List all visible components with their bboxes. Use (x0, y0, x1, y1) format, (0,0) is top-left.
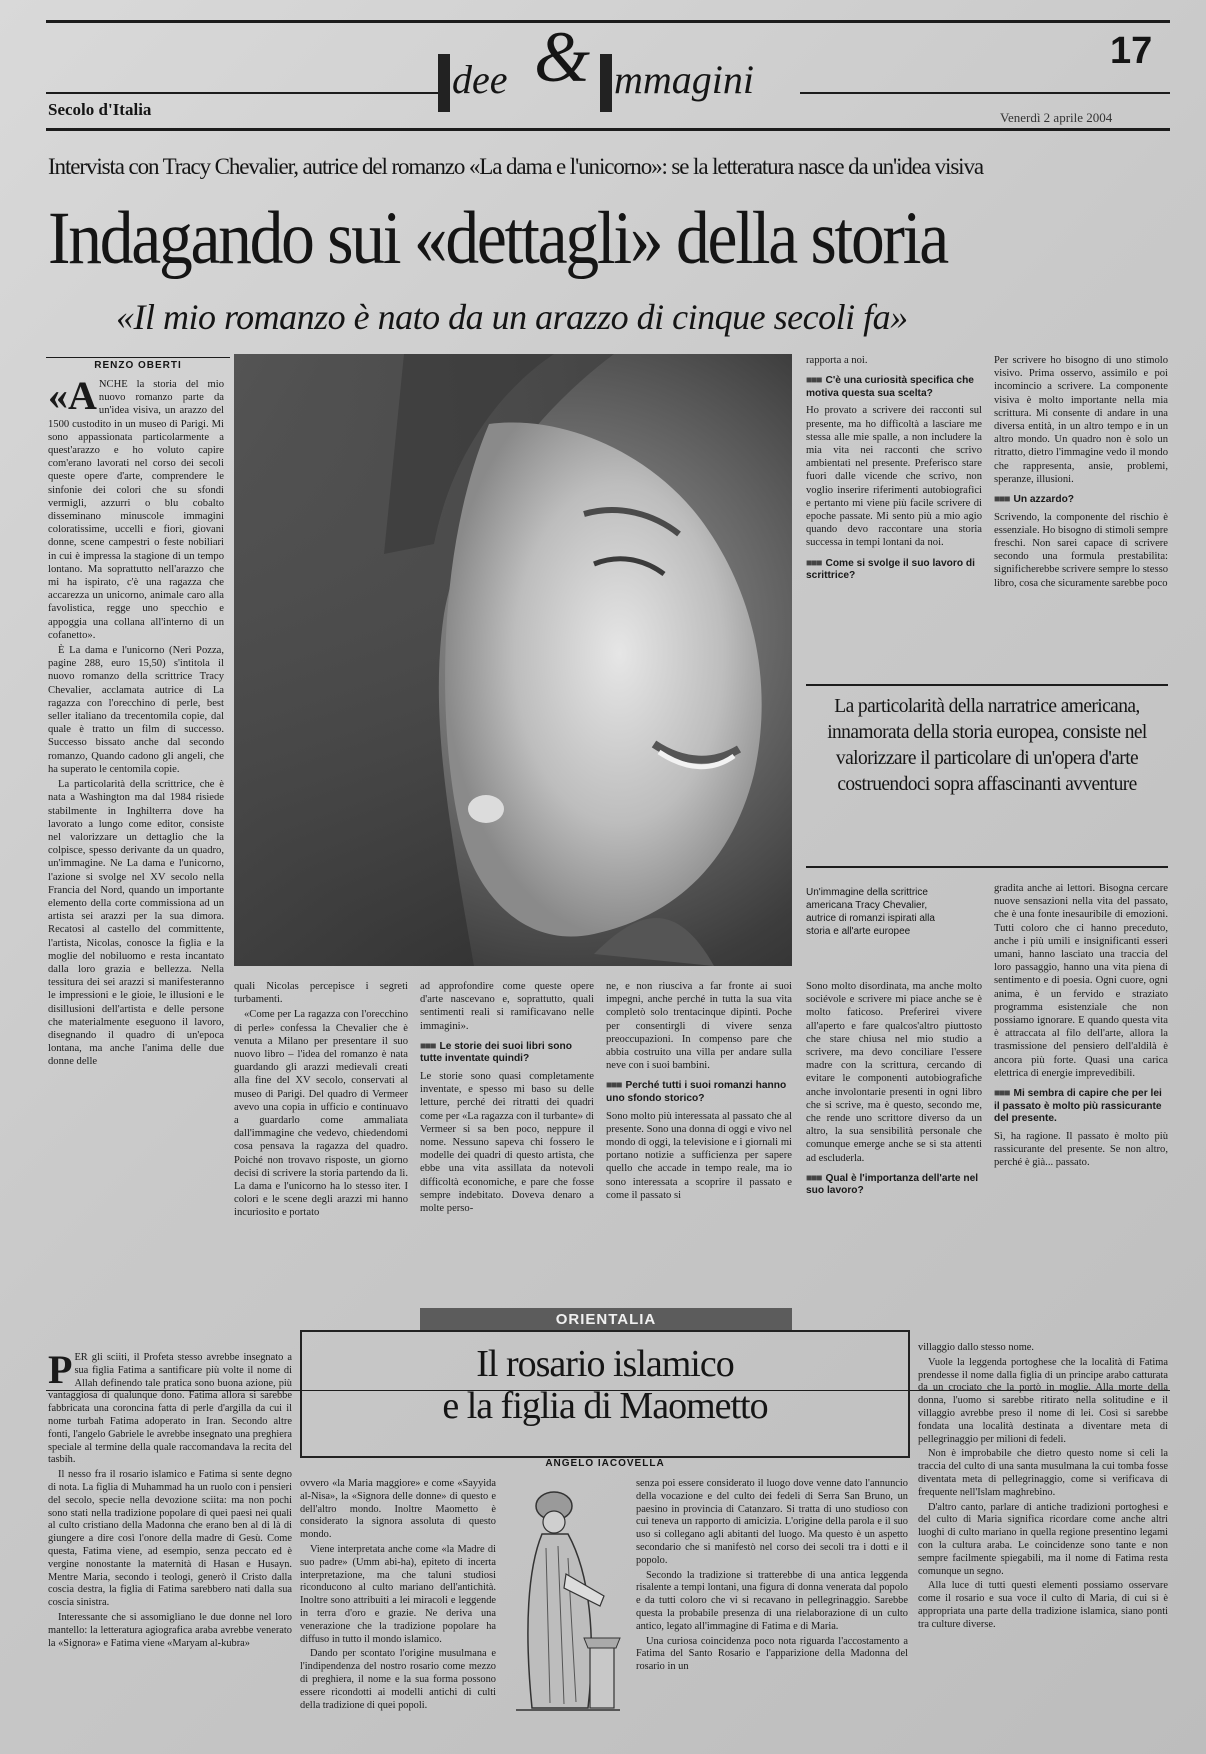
col7-question-1: ■■■ Mi sembra di capire che per lei il passato è molto più rassicurante del presente. (994, 1088, 1162, 1125)
header-bottom-rule (46, 128, 1170, 131)
header-rule-right (800, 92, 1170, 94)
col8-question-1: ■■■ Qual è l'importanza dell'arte nel suo lavoro? (806, 1172, 979, 1197)
article-author: RENZO OBERTI (94, 360, 182, 371)
col3-p1: ad approfondire come queste opere d'arte nascevano e, soprattutto, quali sentimenti reali si ramificavano nelle immagini». (420, 981, 594, 1032)
box-mid2-p2: Secondo la tradizione si tratterebbe di una antica leggenda risalente a tempi lontani, una figura di donna venerata dal popolo e da tutti coloro che vi si recavano in pellegrinaggio. Sarebbe questa la probabile presenza di una rielaborazione di un culto antico, legato all'immagine di Fatima e di Maria. (636, 1569, 908, 1632)
photo-caption: Un'immagine della scrittrice americana Tracy Chevalier, autrice di romanzi ispirati alla storia e all'arte europee (806, 887, 935, 937)
col6-question-1: ■■■ Un azzardo? (994, 494, 1075, 506)
section-word-mmagini: mmagini (614, 57, 754, 102)
article-col-2 (234, 980, 408, 1374)
box-col-mid-2 (636, 1478, 908, 1742)
pullquote-bottom-rule (806, 866, 1168, 868)
box-right-p3: Non è improbabile che dietro questo nome si celi la traccia del culto di una santa musulmana la cui tomba fosse diventata meta di pellegrinaggio, come si verificava di frequente nell'Islam maghrebino. (918, 1448, 1168, 1498)
box-left-p3: Interessante che si assomigliano le due donne nel loro mantello: la letteratura agiografica araba avrebbe venerato la «Signora» e Fatima viene «Maryam al-kubra» (48, 1611, 292, 1649)
square-bullets-icon: ■■■ (994, 1088, 1010, 1100)
col1-p1: NCHE la storia del mio nuovo romanzo parte da un'idea visiva, un arazzo del 1500 custodito in un museo di Parigi. Mi sono appassionata particolarmente a quest'arazzo e ho voluto capire com'erano lavorati nel corso dei secoli queste opere d'arte, comprendere le sinfonie dei colori che su sfondi vermigli, azzurri o blu cobalto disseminano minuscole immagini coloratissime, uccelli e fiori, giovani donne, scene campestri o feste nobiliari in cui è impressa la stagione di un tempo lontano. Ma soprattutto nell'arazzo che mi ha ispirato, c'è una ragazza che accarezza un unicorno, animale caro alla favolistica, regge uno specchio e appoggia una collana all'interno di un cofanetto». (48, 379, 224, 641)
section-letter-i2-bar (600, 54, 612, 112)
scholar-illustration-icon (506, 1478, 626, 1728)
pullquote: La particolarità della narratrice americana, innamorata della storia europea, consiste nel valorizzare il particolare di un'opera d'arte costruendoci sopra affascinanti avventure (827, 696, 1147, 795)
box-mid2-p3: Una curiosa coincidenza poco nota riguarda l'accostamento a Fatima del Santo Rosario e l'apparizione della Madonna del rosario in un (636, 1635, 908, 1673)
box-right-p4: D'altro canto, parlare di antiche tradizioni portoghesi e del culto di Maria significa ricordare come anche altri luoghi di culto mariano in quella regione presentino legami con la cultura araba. Le coincidenze sono tante e non sempre facilmente spiegabili, ma il nome di Fatima resta comunque un segno. (918, 1501, 1168, 1577)
box-col-right (918, 1342, 1168, 1742)
col1-p3: La particolarità della scrittrice, che è nata a Washington ma dal 1984 risiede stabilmente in Inghilterra dove ha lavorato a lungo come editor, consiste nel valorizzare un dettaglio che la colpisce, spesso derivante da un quadro, un'immagine. Ne La dama e l'unicorno, l'azione si svolge nel XV secolo nella Francia del Nord, quando un importante elemento della corte commissiona ad un artista sei arazzi per la sua dimora. Recatosi al castello del committente, l'artista, Nicolas, conosce la figlia e la moglie del nobiluomo e resta incantato dalla loro grazia e bellezza. Nella tessitura dei sei arazzi si manifesteranno le impressioni e le gioie, le illusioni e le disillusioni dell'artista e delle persone che materialmente eseguono il lavoro, disegnando il quadro di un'epoca lontana, ma anche l'anima delle due donne delle (48, 779, 224, 1068)
col4-p1: ne, e non riusciva a far fronte ai suoi impegni, anche perché in tutta la sua vita completò solo trentacinque dipinti. Poche per consentirgli di vivere senza preoccupazioni. In compenso pare che abbia costruito una villa per andare sulla neve con i suoi bambini. (606, 981, 792, 1072)
box-col-mid-1 (300, 1478, 496, 1742)
portrait-svg (234, 354, 792, 966)
square-bullets-icon: ■■■ (994, 494, 1010, 506)
newspaper-name: Secolo d'Italia (48, 100, 152, 119)
square-bullets-icon: ■■■ (806, 1172, 822, 1184)
box-mid1-p2: Viene interpretata anche come «la Madre di suo padre» (Umm abi-ha), epiteto di incerta interpretazione, ma che taluni studiosi riconducono al culto mariano dell'antichità. Inoltre sono attribuiti a lei miracoli e leggende in terra d'oro e grazie. Ne deriva una venerazione che la tradizione popolare ha diffuso in tutto il mondo islamico. (300, 1543, 496, 1645)
article-col-5 (806, 354, 982, 674)
col4-question-1: ■■■ Perché tutti i suoi romanzi hanno uno sfondo storico? (606, 1080, 787, 1105)
article-subheadline: «Il mio romanzo è nato da un arazzo di cinque secoli fa» (116, 297, 908, 337)
box-mid2-p1: senza poi essere considerato il luogo dove venne dato l'annuncio della vocazione e del culto dei fedeli di Serra San Bruno, un paesino in provincia di Catanzaro. Si tratta di uno studioso con cui teneva un rapporto di amicizia. L'origine della parola e il suo uso si collegano agli abitanti del luogo. Ma questo è un aspetto secondario che si manifestò nel corso dei secoli tra i dotti e il popolo. (636, 1478, 908, 1566)
box-right-p2: Vuole la leggenda portoghese che la località di Fatima prendesse il nome dalla figlia di un principe arabo catturata da un crociato che la portò in moglie. Alla morte della donna, l'uomo si sarebbe ritirato nella solitudine e il villaggio avrebbe preso il nome di lei. Così si sarebbe fondata una località destinata a diventare meta di pellegrinaggio per milioni di fedeli. (918, 1356, 1168, 1445)
article-col-7 (994, 882, 1168, 1374)
col2-p2: «Come per La ragazza con l'orecchino di perle» confessa la Chevalier che è venuta a Milano per presentare il suo nuovo libro – l'idea del romanzo è nata guardando gli arazzi medievali creati alla fine del XV secolo, conservati al museo di Parigi. Del quadro di Vermeer avevo una copia in ufficio e continuavo a guardarlo come ammaliata dall'immagine che vedevo, chiedendomi cosa pensava la ragazza del quadro. Poiché non trovavo risposte, un giorno decisi di scrivere la storia partendo da lì. La dama e l'unicorno ha lo stesso iter. I colori e le scene degli arazzi mi hanno incuriosito e portato (234, 1009, 408, 1219)
box-mid1-p3: Dando per scontato l'origine musulmana e l'indipendenza del nostro rosario come mezzo di preghiera, il nome e la sua forma possono essere ricondotti ai modelli antichi di culti della tradizione di quei popoli. (300, 1648, 496, 1711)
box-right-p1: villaggio dallo stesso nome. (918, 1342, 1035, 1353)
square-bullets-icon: ■■■ (806, 375, 822, 387)
author-photo (234, 354, 792, 966)
top-rule (46, 20, 1170, 23)
col4-p2: Sono molto più interessata al passato che al presente. Sono una donna di oggi e vivo nel mondo di oggi, la televisione e i giornali mi portano notizie a sufficienza per sapere quello che accade in tempo reale, ma io sono interessata a scoprire il passato e come il passato si (606, 1110, 792, 1201)
col6-p1: Per scrivere ho bisogno di uno stimolo visivo. Prima osservo, assimilo e poi incomincio a scrivere. La componente visiva è molto importante nella mia scrittura. Mi consente di andare in una diversa entità, in un altro tempo e in un altro mondo. Un quadro non è solo un ritratto, dietro l'immagine vedo il mondo che rappresenta, ansie, problemi, speranze, illusioni. (994, 355, 1168, 485)
section-ampersand: & (534, 17, 591, 97)
box-title-line-2: e la figlia di Maometto (442, 1385, 768, 1427)
col8-p1: Sono molto disordinata, ma anche molto sociévole e scrivere mi piace anche se è molto faticoso. Preferirei vivere all'aperto e fare qualcos'altro piuttosto che stare chiusa nel mio studio a scrivere, ma devo conciliare l'essere madre con la scrittura, cercando di evitare le componenti autobiografiche anche involontarie presenti in ogni libro che si scrive, ma è questo, secondo me, che rende uno scrittore diverso da un altro, la sua sensibilità personale che comunque emerge anche se si sta attenti ad escluderla. (806, 981, 982, 1164)
box-title-line-1: Il rosario islamico (476, 1343, 734, 1385)
pullquote-top-rule (806, 684, 1168, 686)
col6-p2: Scrivendo, la componente del rischio è essenziale. Ho bisogno di stimoli sempre freschi. Non sarei capace di scrivere secondo una formula prestabilita: significherebbe scrivere sempre lo stesso libro, cosa che sicuramente sarebbe poco (994, 511, 1168, 589)
article-kicker: Intervista con Tracy Chevalier, autrice del romanzo «La dama e l'unicorno»: se la letteratura nasce da un'idea visiva (48, 154, 983, 179)
box-right-p5: Alla luce di tutti questi elementi possiamo osservare come il rosario e sua voce il culto di Maria, di cui si è appropriata una parte della tradizione islamica, siano ponti tra culture diverse. (918, 1580, 1168, 1630)
box-left-p2: Il nesso fra il rosario islamico e Fatima si sente degno di nota. La figlia di Muhammad ha un ruolo con i pensieri del secolo, specie nella devozione sciita: ma non pochi sono stati nella tradizione popolare di quei paesi nei quali al culto cristiano della Madonna che erano ben al di là di giungere a dire così l'onore della madre di Gesù. Come questa, Fatima viene, ad esempio, senza peccato ed è vergine nonostante la maternità di Hasan e Husayn. Mentre Maria, secondo i teologi, generò il Cristo dalla coscia destra, la figlia di Fatima sarebbero nati dalla sua coscia sinistra. (48, 1469, 292, 1609)
col7-p1: gradita anche ai lettori. Bisogna cercare nuove sensazioni nella vita del passato, che è una fonte inesauribile di emozioni. Tutti coloro che ci hanno preceduto, anche i più umili e insignificanti esseri umani, hanno lasciato una traccia del loro passaggio, hanno una vita piena di sentimento e di poesia. Ogni cuore, ogni anima, è un fervido e straziato programma esistenziale che non possiamo ignorare. E quando questa vita è attraccata al filo dell'arte, allora la trasmissione del pensiero dell'aldilà è ancora più forte. Quasi una carica elettrica di energie imprevedibili. (994, 883, 1168, 1079)
box-left-p1: ER gli sciiti, il Profeta stesso avrebbe insegnato a sua figlia Fatima a santificare più volte il nome di Allah definendo tale pratica sono buona azione, più vantaggiosa di qualunque dono. Fatima allora si sarebbe fabbricata una coroncina fatta di perle d'argilla da cui il nome turbah Fatima adoperato in Iran. Secondo altre fonti, l'angelo Gabriele le avrebbe insegnato una preghiera speciale al termine della quale raccomandava la recita del tasbih. (48, 1352, 292, 1466)
col1-p2: È La dama e l'unicorno (Neri Pozza, pagine 288, euro 15,50) s'intitola il nuovo romanzo della scrittrice Tracy Chevalier, acclamata autrice di La ragazza con l'orecchino di perle, best seller italiano da trecentomila copie, dal quale è tratto un film di successo. Successo bissato anche dal secondo romanzo, Quando cadono gli angeli, che ha superato le centomila copie. (48, 645, 224, 775)
box-drop-cap: P (48, 1352, 73, 1392)
article-col-8 (806, 980, 982, 1374)
article-col-6 (994, 354, 1168, 674)
col5-question-1: ■■■ C'è una curiosità specifica che motiva questa sua scelta? (806, 375, 974, 399)
section-title (438, 17, 798, 110)
box-author: ANGELO IACOVELLA (545, 1458, 665, 1469)
square-bullets-icon: ■■■ (420, 1040, 436, 1052)
col5-p1: rapporta a noi. (806, 355, 868, 366)
byline-rule (46, 357, 230, 358)
section-word-dee: dee (452, 57, 508, 102)
col7-p2: Sì, ha ragione. Il passato è molto più rassicurante del presente. Se non altro, perché è già... passato. (994, 1130, 1168, 1169)
box-mid1-p1: ovvero «la Maria maggiore» e come «Sayyida al-Nisa», la «Signora delle donne» di questo e dell'altro mondo. Inoltre Maometto è considerato la signora assoluta di questo mondo. (300, 1478, 496, 1541)
header-rule-left (46, 92, 438, 94)
article-col-1 (48, 378, 224, 1374)
square-bullets-icon: ■■■ (606, 1080, 622, 1092)
square-bullets-icon: ■■■ (806, 557, 822, 569)
box-col-left (48, 1352, 292, 1742)
col2-p1: quali Nicolas percepisce i segreti turbamenti. (234, 981, 408, 1006)
page-number: 17 (1110, 30, 1153, 72)
col3-question-1: ■■■ Le storie dei suoi libri sono tutte inventate quindi? (420, 1040, 572, 1065)
col5-p2: Ho provato a scrivere dei racconti sul presente, ma ho difficoltà a lasciare me stessa alle mie spalle, a non includere la mia vita nei racconti che scrivo ambientati nel presente. Preferisco stare fuori dalle vicende che scrivo, non voglio inserire riferimenti autobiografici e pertanto mi viene più facile scrivere di epoche passate. Mi sento più a mio agio quando devo raccontare una storia successa in tempi lontani da noi. (806, 405, 982, 549)
illustration-figure (506, 1478, 626, 1728)
drop-cap: «A (48, 378, 97, 418)
rubric-label: ORIENTALIA (555, 1311, 657, 1328)
article-headline: Indagando sui «dettagli» della storia (48, 197, 948, 280)
section-letter-i-bar (438, 54, 450, 112)
col5-question-2: ■■■ Come si svolge il suo lavoro di scrittrice? (806, 557, 975, 582)
col3-p2: Le storie sono quasi completamente inventate, e spesso mi baso su delle letture, perché dei ritratti dei quadri come per «La ragazza con il turbante» di Vermeer si sa ben poco, neppure il nome. Nessuno sapeva chi fossero le modelle dei quadri di questo artista, che ebbe una vita assillata da notevoli difficoltà economiche, e pare che fosse sempre indebitato. Doveva denaro a molte perso- (420, 1071, 594, 1215)
issue-date: Venerdì 2 aprile 2004 (1000, 110, 1113, 125)
